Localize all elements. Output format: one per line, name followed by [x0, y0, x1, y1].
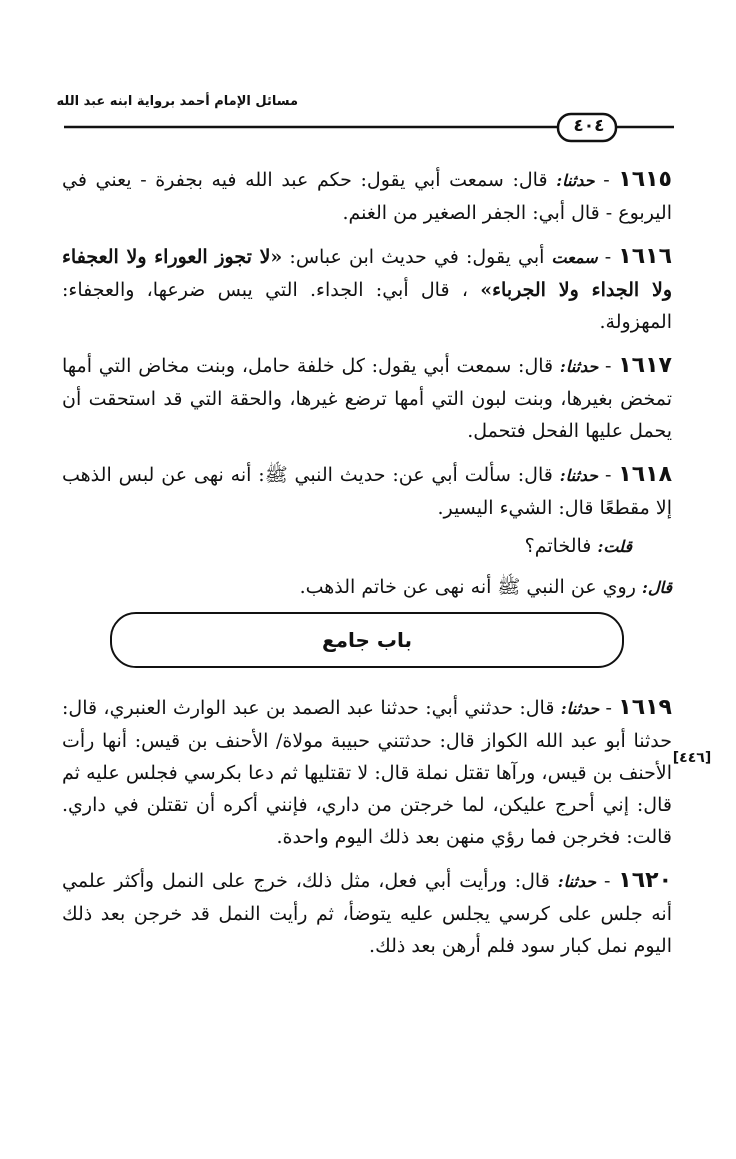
entry-number: ١٦١٦	[618, 244, 673, 269]
entry-label: حدثنا:	[556, 171, 595, 190]
entry-text: أبي يقول: في حديث ابن عباس:	[282, 246, 545, 268]
chapter-heading-box	[110, 612, 624, 668]
chapter-title: باب جامع	[321, 628, 413, 652]
margin-page-reference: [٤٤٦]	[672, 750, 712, 766]
question-line	[62, 530, 632, 563]
entry-text: قال: سمعت أبي يقول: حكم عبد الله فيه بجفرة - يعني في اليربوع - قال أبي: الجفر الصغير من الغنم.	[62, 169, 672, 224]
entry-text-continued: ، قال أبي: الجداء. التي يبس ضرعها، والعجفاء: المهزولة.	[62, 279, 672, 333]
entry-1617	[62, 350, 672, 447]
entry-1619	[62, 692, 672, 853]
answer-label: قال:	[641, 578, 672, 597]
entry-text: قال: سمعت أبي يقول: كل خلفة حامل، وبنت مخاض التي أمها تمخض بغيرها، وبنت لبون التي أمها ترضع غيرها، والحقة التي قد استحقت أن يحمل عليها الفحل فتحمل.	[62, 355, 672, 442]
entry-number: ١٦٢٠	[618, 868, 672, 893]
entry-dash: -	[597, 246, 612, 268]
entry-label: حدثنا:	[559, 466, 599, 485]
hadith-quote: «لا تجوز العوراء ولا العجفاء ولا الجداء ولا الجرباء»	[62, 246, 672, 301]
entry-dash: -	[594, 169, 610, 191]
question-label: قلت:	[597, 537, 632, 556]
entry-dash: -	[596, 870, 611, 892]
entry-1615	[62, 164, 672, 229]
entry-label: حدثنا:	[557, 872, 597, 891]
entry-dash: -	[598, 355, 612, 377]
entry-text: قال: حدثني أبي: حدثنا عبد الصمد بن عبد الوارث العنبري، قال: حدثنا أبو عبد الله الكواز قال: حدثتني حبيبة مولاة/ الأحنف بن قيس: أنها رأت الأحنف بن قيس، ورآها تقتل نملة قال: لا تقتليها ثم دعا بكرسي فجلس عليه ثم قال: إني أحرج عليكن، لما خرجتن من داري، فإنني أكره أن تقتلن في داري. قالت: فخرجن فما رؤي منهن بعد ذلك اليوم واحدة.	[62, 697, 672, 848]
entry-text: قال: ورأيت أبي فعل، مثل ذلك، خرج على النمل وأكثر علمي أنه جلس على كرسي يجلس عليه يتوضأ، ثم رأيت النمل قد خرجن بعد ذلك اليوم نمل كبار سود فلم أرهن بعد ذلك.	[62, 870, 672, 957]
text-body	[62, 164, 672, 974]
entry-1616	[62, 241, 672, 338]
question-text: فالخاتم؟	[524, 535, 592, 557]
entry-1620	[62, 865, 672, 962]
running-title: مسائل الإمام أحمد برواية ابنه عبد الله	[56, 94, 298, 109]
entry-number: ١٦١٧	[618, 353, 672, 378]
entry-dash: -	[598, 464, 612, 486]
entry-label: سمعت	[551, 248, 598, 267]
entry-label: حدثنا:	[559, 357, 599, 376]
entry-dash: -	[599, 697, 612, 719]
answer-text: روي عن النبي ﷺ أنه نهى عن خاتم الذهب.	[299, 576, 636, 598]
answer-line	[62, 571, 672, 604]
entry-number: ١٦١٨	[618, 462, 672, 487]
entry-label: حدثنا:	[560, 699, 600, 718]
entry-number: ١٦١٩	[618, 695, 672, 720]
entry-1618	[62, 459, 672, 524]
page-number: ٤٠٤	[573, 116, 605, 136]
entry-text: قال: سألت أبي عن: حديث النبي ﷺ: أنه نهى عن لبس الذهب إلا مقطعًا قال: الشيء اليسير.	[62, 464, 672, 519]
entry-number: ١٦١٥	[618, 167, 672, 192]
